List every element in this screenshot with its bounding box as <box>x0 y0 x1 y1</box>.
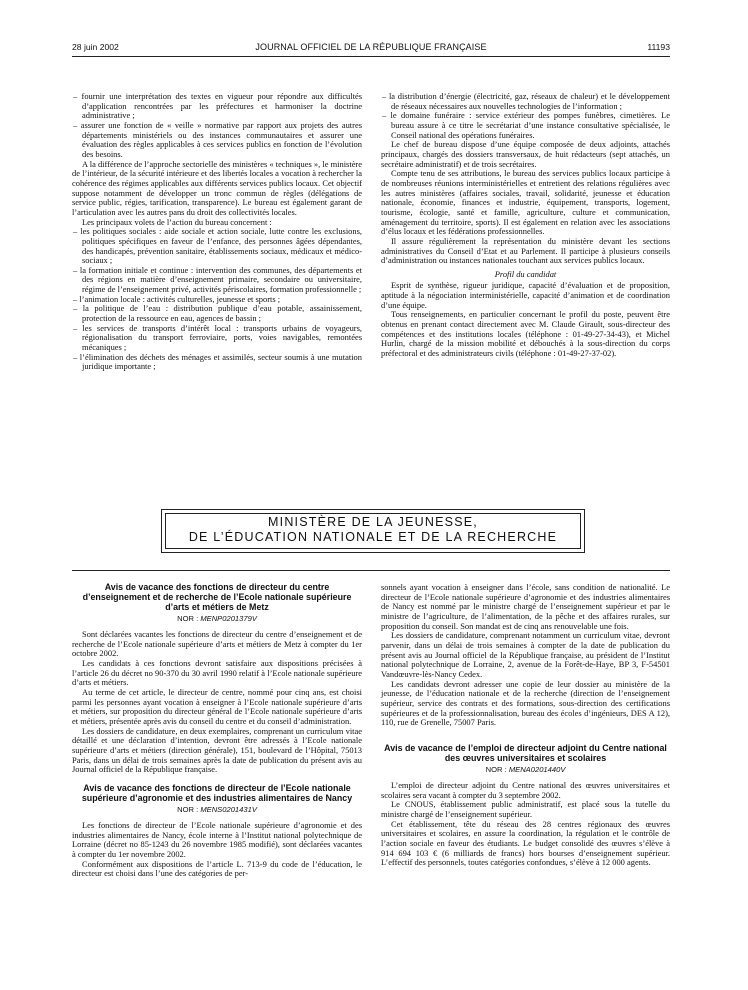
paragraph: Le CNOUS, établissement public administratif, est placé sous la tutelle du ministre chargé de l’enseignement supérieur. <box>381 799 670 820</box>
bottom-left-column <box>72 583 362 879</box>
header-page-number: 11193 <box>647 42 670 52</box>
header-journal-title: JOURNAL OFFICIEL DE LA RÉPUBLIQUE FRANÇAISE <box>255 42 487 52</box>
bullet-item: – les services de transports d’intérêt local : transports urbains de voyageurs, régionalisation du transport ferroviaire, ports, voies navigables, remontées mécaniques ; <box>73 322 362 353</box>
avis2-body <box>72 821 362 879</box>
top-right-column <box>381 92 670 359</box>
header-date: 28 juin 2002 <box>72 42 119 52</box>
paragraph: Les dossiers de candidature, en deux exemplaires, comprenant un curriculum vitae détaillé et une déclaration d’intention, devront être adressés à l’Ecole nationale supérieure d’arts et métiers (direction générale), 151, boulevard de l’Hôpital, 75013 Paris, dans un délai de trois semaines après la date de publication du présent avis au Journal officiel de la République française. <box>72 725 362 775</box>
avis3-title: Avis de vacance de l’emploi de directeur adjoint du Centre national des œuvres universitaires et scolaires <box>384 742 667 763</box>
avis2-nor: NOR : MENS0201431V <box>177 805 257 815</box>
paragraph: Sont déclarées vacantes les fonctions de directeur du centre d’enseignement et de recherche de l’Ecole nationale supérieure d’arts et métiers de Metz à compter du 1er octobre 2002. <box>72 629 362 659</box>
paragraph: Les dossiers de candidature, comprenant notamment un curriculum vitae, devront parvenir, dans un délai de trois semaines à compter de la date de publication du présent avis au Journal officiel de la République française, au président de l’Institut national polytechnique de Lorraine, 2, avenue de la Forêt-de-Haye, BP 3, F-54501 Vandœuvre-lès-Nancy Cedex. <box>381 630 670 679</box>
avis3-body <box>381 781 670 868</box>
top-left-column <box>72 92 362 372</box>
bullet-item: – l’animation locale : activités culturelles, jeunesse et sports ; <box>73 293 281 304</box>
avis2-title: Avis de vacance des fonctions de directeur de l’Ecole nationale supérieure d’agronomie et des industries alimentaires de Nancy <box>81 782 353 803</box>
section-subheading: Profil du candidat <box>494 268 557 279</box>
paragraph: Compte tenu de ses attributions, le bureau des services publics locaux participe à de nombreuses réunions interministérielles et entretient des relations régulières avec les autres ministères (affaires sociales, travail, solidarité, jeunesse et éducation nationale, économie, finances et industrie, équipement, transports, logement, tourisme, écologie, santé et famille, agriculture, culture et communication, aménagement du territoire, sports). Il est également en relation avec les associations d’élus locaux et les fédérations professionnelles. <box>381 168 670 237</box>
paragraph: Cet établissement, tête du réseau des 28 centres régionaux des œuvres universitaires et scolaires, en assure la coordination, la régulation et le contrôle de l’action sociale en faveur des étudiants. Le budget consolidé des œuvres s’élève à 914 694 103 € (6 milliards de francs) hors bourses d’enseignement supérieur. L’effectif des personnels, toutes catégories confondues, s’élève à 12 000 agents. <box>381 818 670 868</box>
paragraph: L’emploi de directeur adjoint du Centre national des œuvres universitaires et scolaires sera vacant à compter du 3 septembre 2002. <box>381 780 670 800</box>
avis1-body <box>72 630 362 775</box>
header-rule <box>72 56 670 57</box>
bullet-item: – fournir une interprétation des textes en vigueur pour répondre aux difficultés d’application rencontrées par les préfectures et harmoniser la doctrine administrative ; <box>73 91 362 121</box>
bottom-right-column <box>381 583 670 868</box>
bullet-item: – la distribution d’énergie (électricité, gaz, réseaux de chaleur) et le développement de réseaux nécessaires aux nouvelles technologies de l’information ; <box>382 91 670 111</box>
bullet-item: – la politique de l’eau : distribution publique d’eau potable, assainissement, protection de la ressource en eau, agences de bassin ; <box>73 303 362 324</box>
paragraph: Esprit de synthèse, rigueur juridique, capacité d’évaluation et de proposition, aptitude à la négociation interministérielle, capacité d’animation et de coordination d’une équipe. <box>381 280 670 310</box>
avis1-nor: NOR : MENP0201379V <box>177 614 257 624</box>
bullet-item: – le domaine funéraire : service extérieur des pompes funèbres, cimetières. Le bureau assure à ce titre le secrétariat d’une instance consultative spécialisée, le Conseil national des opérations funéraires. <box>382 110 670 140</box>
section-rule <box>72 570 670 571</box>
paragraph: Tous renseignements, en particulier concernant le profil du poste, peuvent être obtenus en prenant contact directement avec M. Claude Girault, sous-directeur des compétences et des institutions locales (téléphone : 01-49-27-34-43), et Michel Hurlin, chargé de la mission mobilité et débouchés à la sous-direction du corps préfectoral et des administrateurs civils (téléphone : 01-49-27-37-02). <box>381 309 670 359</box>
ministry-heading-line1: MINISTÈRE DE LA JEUNESSE, <box>268 515 478 529</box>
avis1-title: Avis de vacance des fonctions de directeur du centre d’enseignement et de recherche de l’Ecole nationale supérieure d’arts et métiers de Metz <box>82 582 352 612</box>
paragraph: Les fonctions de directeur de l’Ecole nationale supérieure d’agronomie et des industries alimentaires de Nancy, école interne à l’Institut national polytechnique de Lorraine (décret no 85-1243 du 26 novembre 1985 modifié), sont déclarées vacantes à compter du 1er novembre 2002. <box>72 820 362 860</box>
paragraph: Il assure régulièrement la représentation du ministère devant les sections administratives du Conseil d’Etat et au Parlement. Il participe à plusieurs conseils d’administration ou instances nationales touchant aux services publics locaux. <box>381 235 670 266</box>
avis3-nor: NOR : MENA0201440V <box>485 765 566 775</box>
bullet-item: – la formation initiale et continue : intervention des communes, des départements et des régions en matière d’enseignement primaire, secondaire ou universitaire, régime de l’enseignement privé, activités périscolaires, formation professionnelle ; <box>73 264 362 295</box>
avis2-body-continued <box>381 583 670 728</box>
paragraph: sonnels ayant vocation à enseigner dans l’école, sans condition de nationalité. Le directeur de l’Ecole nationale supérieure d’agronomie et des industries alimentaires de Nancy est nommé par le ministre chargé de l’enseignement supérieur et par le ministre de l’agriculture, de l’alimentation, de la pêche et des affaires rurales, sur proposition du conseil. Son mandat est de cinq ans renouvelable une fois. <box>381 582 670 631</box>
bullet-item: – assurer une fonction de « veille » normative par rapport aux projets des autres départements ministériels ou des instances communautaires et assurer une évaluation des règles applicables à ces services publics en fonction de l’évolution des besoins. <box>73 119 362 159</box>
bullet-item: – l’élimination des déchets des ménages et assimilés, secteur soumis à une mutation juridique importante ; <box>73 351 362 372</box>
paragraph: Le chef de bureau dispose d’une équipe composée de deux adjoints, attachés principaux, chargés des dossiers transversaux, de huit rédacteurs (sept attachés, un secrétaire administratif) et de trois secrétaires. <box>381 139 670 169</box>
paragraph: Au terme de cet article, le directeur de centre, nommé pour cinq ans, est choisi parmi les personnes ayant vocation à enseigner à l’Ecole nationale supérieure d’arts et métiers, sur proposition du directeur général de l’Ecole nationale supérieure d’arts et métiers, présentée après avis du conseil du centre et du conseil d’administration. <box>72 686 362 726</box>
paragraph: Les candidats devront adresser une copie de leur dossier au ministère de la jeunesse, de l’éducation nationale et de la recherche (direction de l’enseignement supérieur, service des contrats et des formations, sous-direction des certifications supérieures et de la professionnalisation, bureau des écoles d’ingénieurs, DES A 12), 110, rue de Grenelle, 75007 Paris. <box>381 678 670 728</box>
ministry-heading-box <box>161 509 585 553</box>
paragraph: Les principaux volets de l’action du bureau concernent : <box>82 216 272 227</box>
paragraph: Les candidats à ces fonctions devront satisfaire aux dispositions précisées à l’article 26 du décret no 90-370 du 30 avril 1990 relatif à l’Ecole nationale supérieure d’arts et métiers. <box>72 658 362 688</box>
paragraph: Conformément aux dispositions de l’article L. 713-9 du code de l’éducation, le directeur est choisi dans l’une des catégories de per- <box>72 858 362 879</box>
page-header <box>72 42 670 56</box>
bullet-item: – les politiques sociales : aide sociale et action sociale, lutte contre les exclusions, politiques spécifiques en faveur de l’enfance, des personnes âgées dépendantes, des handicapés, prévention sanitaire, établissements sociaux, médicaux et médico-sociaux ; <box>73 226 362 266</box>
ministry-heading-line2: DE L’ÉDUCATION NATIONALE ET DE LA RECHERCHE <box>188 530 558 544</box>
paragraph: A la différence de l’approche sectorielle des ministères « techniques », le ministère de l’intérieur, de la sécurité intérieure et des libertés locales a vocation à rechercher la cohérence des régimes applicables aux différents services publics locaux. Cet objectif suppose notamment de développer un tronc commun de règles (délégations de service public, régies, tarification, transparence). Le bureau est également garant de l’articulation avec les autres pans du droit des collectivités locales. <box>72 158 362 217</box>
